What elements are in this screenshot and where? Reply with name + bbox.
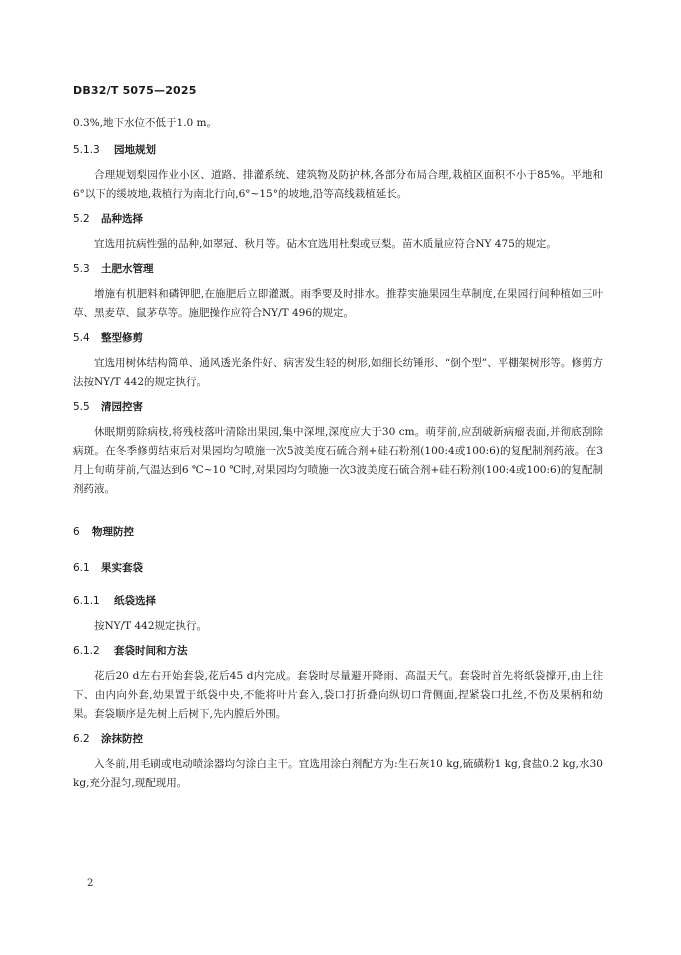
section-heading — [73, 142, 603, 157]
section-title: 套袋时间和方法 — [114, 645, 188, 657]
page-number: 2 — [87, 878, 94, 889]
section-title: 纸袋选择 — [114, 595, 156, 607]
section-number: 6 — [73, 526, 80, 538]
section-number: 5.2 — [73, 213, 90, 225]
section-number: 6.1.1 — [73, 595, 100, 607]
section-title: 园地规划 — [114, 144, 156, 156]
section-number: 5.1.3 — [73, 144, 100, 156]
section-heading — [73, 330, 603, 345]
section-heading — [73, 560, 603, 575]
section-title: 品种选择 — [101, 213, 143, 225]
section-title: 清园控害 — [101, 401, 143, 413]
section-heading — [73, 211, 603, 226]
section-number: 5.5 — [73, 401, 90, 413]
section-heading — [73, 593, 603, 608]
paragraph: 入冬前,用毛刷或电动喷涂器均匀涂白主干。宜选用涂白剂配方为:生石灰10 kg,硫磺粉1 kg,食盐0.2 kg,水30 kg,充分混匀,现配现用。 — [73, 758, 603, 789]
paragraph: 合理规划梨园作业小区、道路、排灌系统、建筑物及防护林,各部分布局合理,栽植区面积不小于85%。平地和6°以下的缓坡地,栽植行为南北行向,6°~15°的坡地,沿等高线栽植延长。 — [73, 169, 603, 200]
paragraph: 休眠期剪除病枝,将残枝落叶清除出果园,集中深埋,深度应大于30 cm。萌芽前,应刮破新病瘤表面,并彻底刮除病斑。在冬季修剪结束后对果园均匀喷施一次5波美度石硫合剂+硅石粉剂(100:4或100:6)的复配制剂药液。在3月上旬萌芽前,气温达到6 ℃~10 ℃时,对果园均匀喷施一次3波美度石硫合剂+硅石粉剂(100:4或100:6)的复配制剂药液。 — [73, 426, 603, 495]
paragraph: 按NY/T 442规定执行。 — [94, 620, 208, 632]
chapter-heading — [73, 524, 603, 539]
section-number: 5.3 — [73, 263, 90, 275]
section-heading — [73, 261, 603, 276]
section-number: 6.2 — [73, 733, 90, 745]
section-title: 物理防控 — [92, 526, 134, 538]
paragraph: 花后20 d左右开始套袋,花后45 d内完成。套袋时尽量避开降雨、高温天气。套袋时首先将纸袋撑开,由上往下、由内向外套,幼果置于纸袋中央,不能将叶片套入,袋口打折叠向纵切口背侧面,捏紧袋口扎丝,不伤及果柄和幼果。套袋顺序是先树上后树下,先内膛后外围。 — [73, 670, 603, 720]
section-number: 6.1 — [73, 562, 90, 574]
paragraph: 增施有机肥料和磷钾肥,在施肥后立即灌溉。雨季要及时排水。推荐实施果园生草制度,在果园行间种植如三叶草、黑麦草、鼠茅草等。施肥操作应符合NY/T 496的规定。 — [73, 288, 603, 319]
document-body — [73, 114, 603, 793]
section-heading — [73, 731, 603, 746]
document-code: DB32/T 5075—2025 — [73, 84, 197, 97]
paragraph: 宜选用抗病性强的品种,如翠冠、秋月等。砧木宜选用杜梨或豆梨。苗木质量应符合NY 475的规定。 — [94, 238, 557, 250]
section-title: 土肥水管理 — [101, 263, 154, 275]
paragraph: 0.3%,地下水位不低于1.0 m。 — [73, 117, 218, 129]
section-title: 整型修剪 — [101, 332, 143, 344]
section-title: 涂抹防控 — [101, 733, 143, 745]
paragraph: 宜选用树体结构简单、通风透光条件好、病害发生轻的树形,如细长纺锤形、“倒个型”、平棚架树形等。修剪方法按NY/T 442的规定执行。 — [73, 357, 603, 388]
section-heading — [73, 399, 603, 414]
section-number: 5.4 — [73, 332, 90, 344]
section-title: 果实套袋 — [101, 562, 143, 574]
section-number: 6.1.2 — [73, 645, 100, 657]
section-heading — [73, 643, 603, 658]
